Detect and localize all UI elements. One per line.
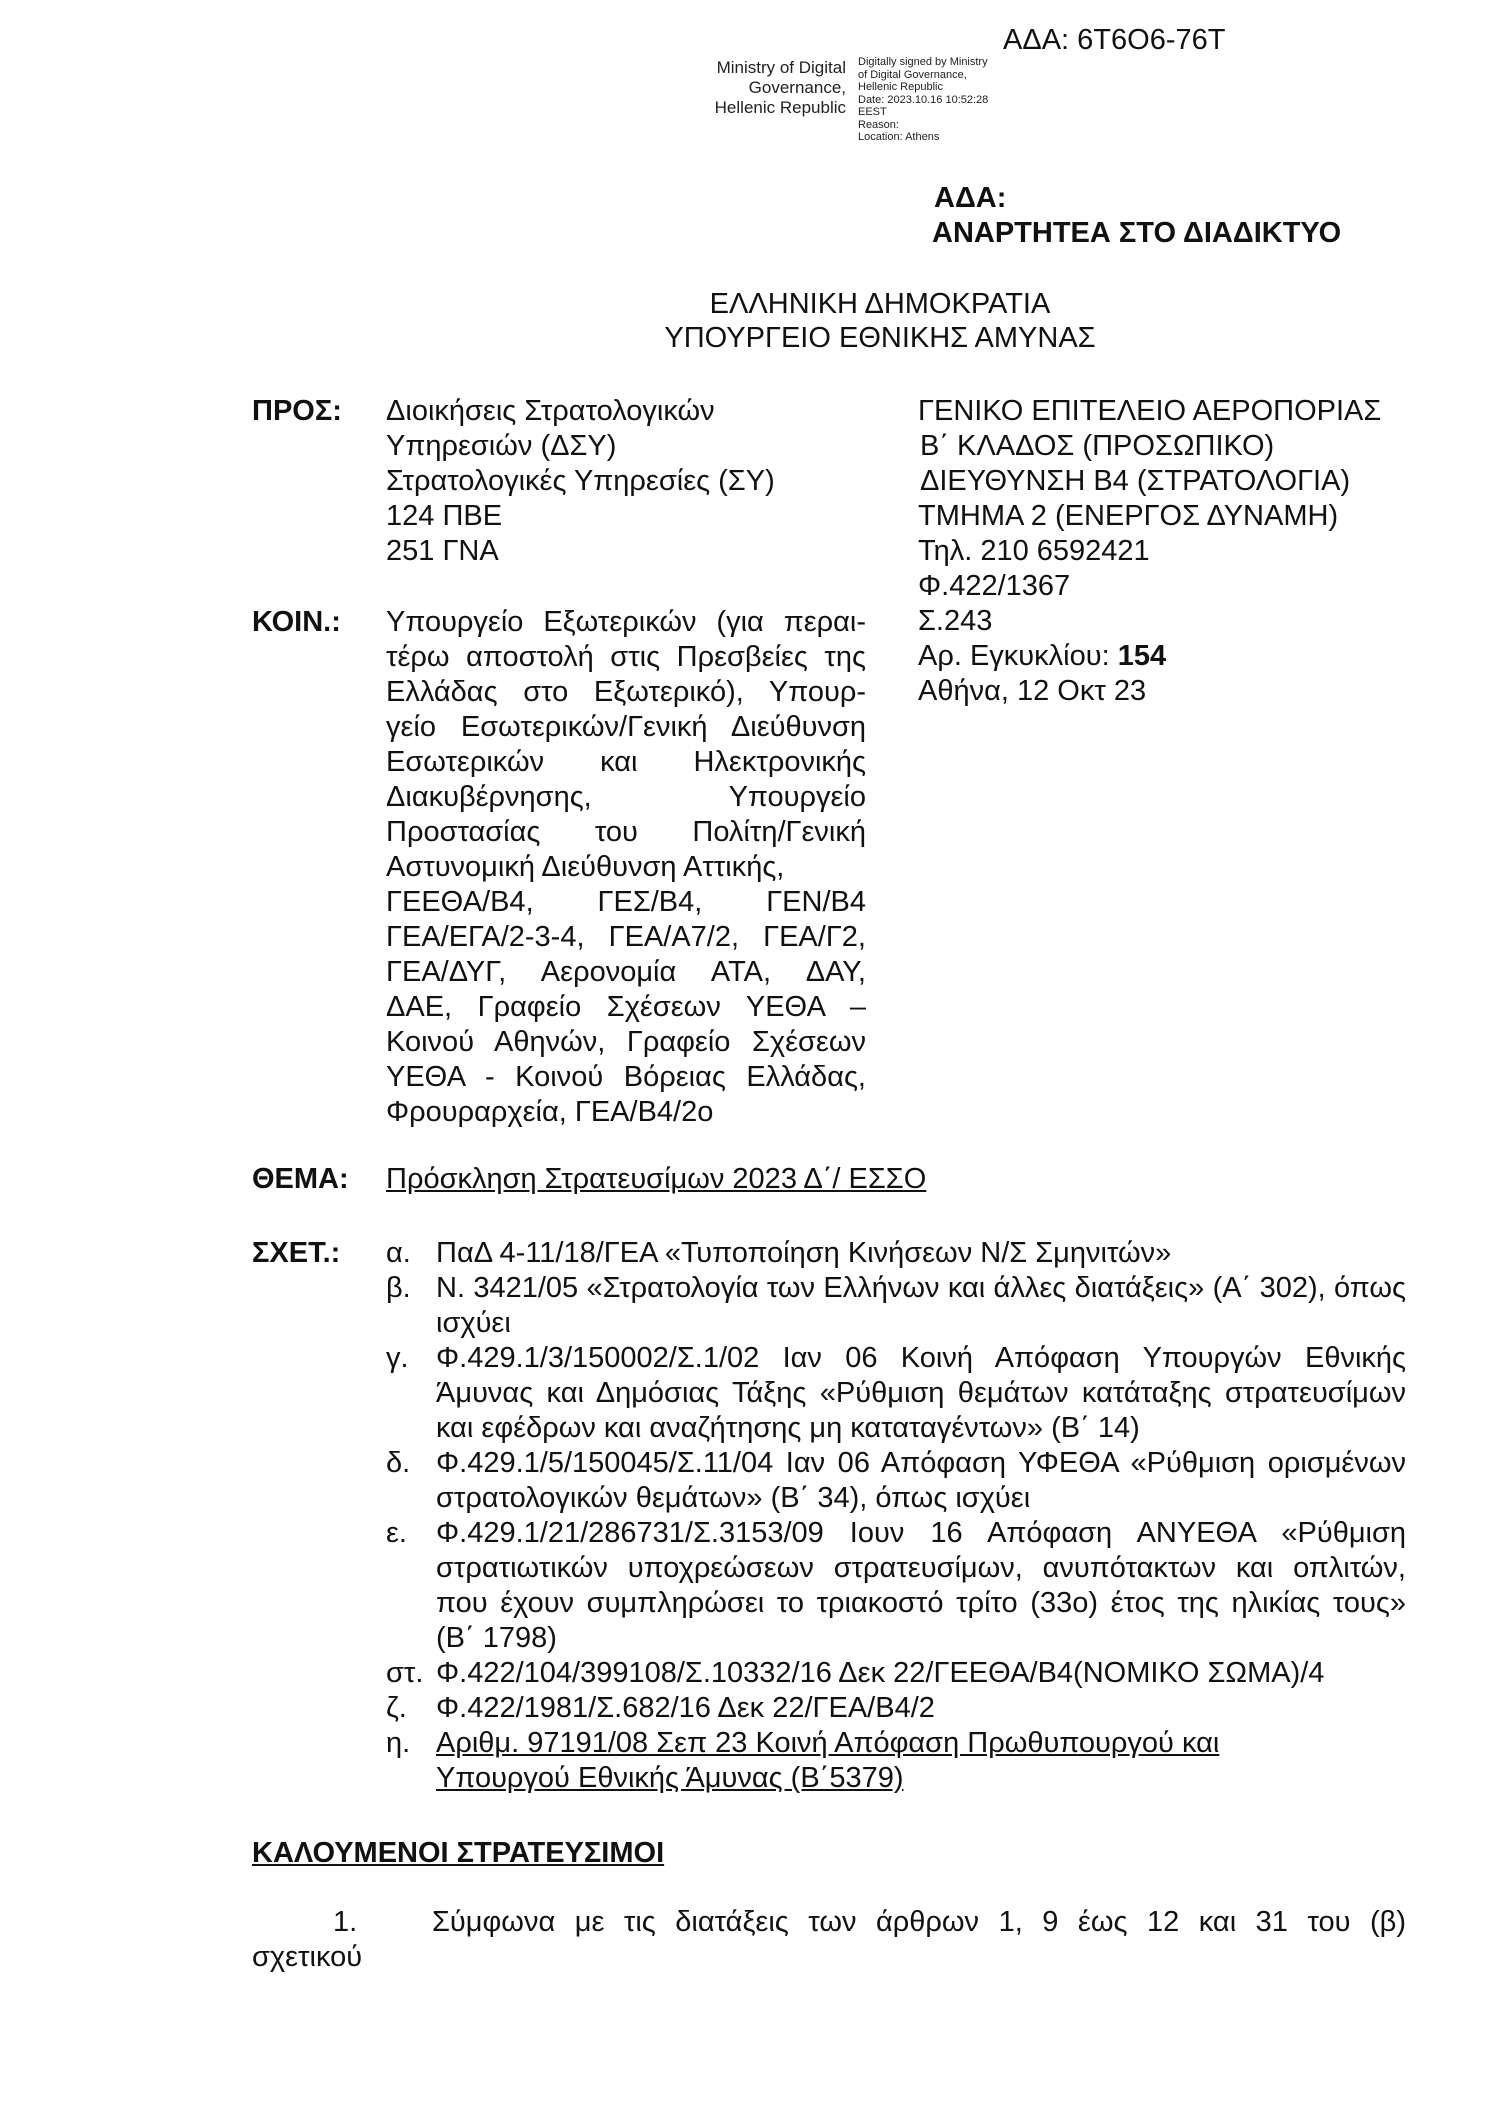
to-line: Διοικήσεις Στρατολογικών bbox=[386, 395, 715, 427]
signature-details bbox=[858, 56, 988, 144]
header-ministry: ΥΠΟΥΡΓΕΙΟ ΕΘΝΙΚΗΣ ΑΜΥΝΑΣ bbox=[664, 322, 1096, 354]
document-date: Αθήνα, 12 Οκτ 23 bbox=[918, 675, 1147, 707]
cc-recipients bbox=[386, 605, 866, 1130]
signature-name-line: Hellenic Republic bbox=[714, 98, 846, 117]
reference-marker: β. bbox=[386, 1272, 411, 1304]
to-recipients bbox=[386, 394, 886, 569]
cc-line: Διακυβέρνησης, Υπουργείο bbox=[386, 781, 866, 813]
signature-detail-line: EEST bbox=[858, 106, 887, 118]
reference-item bbox=[386, 1271, 1406, 1341]
signature-detail-line: of Digital Governance, bbox=[858, 68, 967, 81]
sender-line: Σ.243 bbox=[918, 605, 993, 637]
references-label: ΣΧΕΤ.: bbox=[252, 1237, 341, 1269]
cc-line: ΓΕΕΘΑ/Β4, ΓΕΣ/Β4, ΓΕΝ/Β4 bbox=[386, 886, 866, 918]
cc-line: Κοινού Αθηνών, Γραφείο Σχέσεων bbox=[386, 1026, 866, 1058]
to-line: 124 ΠΒΕ bbox=[386, 500, 503, 532]
reference-marker: γ. bbox=[386, 1342, 409, 1374]
sender-line: Τηλ. 210 6592421 bbox=[918, 535, 1150, 567]
sender-line: ΓΕΝΙΚΟ ΕΠΙΤΕΛΕΙΟ ΑΕΡΟΠΟΡΙΑΣ bbox=[918, 395, 1382, 427]
reference-text: Φ.422/1981/Σ.682/16 Δεκ 22/ΓΕΑ/Β4/2 bbox=[436, 1692, 935, 1724]
cc-line: ΥΕΘΑ - Κοινού Βόρειας Ελλάδας, bbox=[386, 1061, 866, 1093]
circular-number: 154 bbox=[1117, 640, 1167, 672]
cc-line: ΓΕΑ/ΕΓΑ/2-3-4, ΓΕΑ/Α7/2, ΓΕΑ/Γ2, bbox=[386, 921, 866, 953]
signature-name bbox=[706, 58, 846, 118]
cc-line: τέρω αποστολή στις Πρεσβείες της bbox=[386, 641, 866, 673]
paragraph-line: Σύμφωνα με τις διατάξεις των άρθρων 1, 9 έως 12 και 31 του (β) bbox=[432, 1906, 1406, 1938]
circular-label: Αρ. Εγκυκλίου: bbox=[918, 640, 1118, 672]
reference-item bbox=[386, 1236, 1406, 1271]
reference-marker: ε. bbox=[386, 1517, 407, 1549]
cc-line: Φρουραρχεία, ΓΕΑ/Β4/2ο bbox=[386, 1096, 714, 1128]
cc-line: Εσωτερικών και Ηλεκτρονικής bbox=[386, 746, 866, 778]
sender-line: ΔΙΕΥΘΥΝΣΗ Β4 (ΣΤΡΑΤΟΛΟΓΙΑ) bbox=[920, 465, 1351, 497]
reference-text: Αριθμ. 97191/08 Σεπ 23 Κοινή Απόφαση Πρωθυπουργού και Υπουργού Εθνικής Άμυνας (Β΄5379) bbox=[436, 1727, 1220, 1794]
reference-marker: ζ. bbox=[386, 1692, 407, 1724]
signature-detail-line: Hellenic Republic bbox=[858, 81, 943, 93]
to-line: Υπηρεσιών (ΔΣΥ) bbox=[386, 430, 617, 462]
reference-marker: δ. bbox=[386, 1447, 411, 1479]
reference-item bbox=[386, 1691, 1406, 1726]
section-title: ΚΑΛΟΥΜΕΝΟΙ ΣΤΡΑΤΕΥΣΙΜΟΙ bbox=[252, 1837, 665, 1869]
circular-number-line bbox=[918, 639, 1438, 674]
reference-text: Φ.422/104/399108/Σ.10332/16 Δεκ 22/ΓΕΕΘΑ/Β4(ΝΟΜΙΚΟ ΣΩΜΑ)/4 bbox=[436, 1657, 1325, 1689]
reference-text: Ν. 3421/05 «Στρατολογία των Ελλήνων και άλλες διατάξεις» (Α΄ 302), όπως ισχύει bbox=[436, 1272, 1406, 1339]
signature-detail-line: Location: Athens bbox=[858, 131, 940, 143]
reference-marker: στ. bbox=[386, 1657, 424, 1689]
sender-line: Β΄ ΚΛΑΔΟΣ (ΠΡΟΣΩΠΙΚΟ) bbox=[920, 430, 1275, 462]
reference-text: ΠαΔ 4-11/18/ΓΕΑ «Τυποποίηση Κινήσεων Ν/Σ Σμηνιτών» bbox=[436, 1237, 1172, 1269]
signature-detail-line: Digitally signed by Ministry bbox=[858, 56, 988, 68]
cc-line: Υπουργείο Εξωτερικών (για περαι- bbox=[386, 606, 866, 638]
signature-name-line: Ministry of Digital bbox=[716, 58, 846, 77]
reference-marker: η. bbox=[386, 1727, 411, 1759]
cc-line: Ελλάδας στο Εξωτερικό), Υπουρ- bbox=[386, 676, 866, 708]
reference-text: Φ.429.1/21/286731/Σ.3153/09 Ιουν 16 Απόφαση ΑΝΥΕΘΑ «Ρύθμιση στρατιωτικών υποχρεώσεων στρατευσίμων, ανυπότακτων και οπλιτών, που έχουν συμπληρώσει το τριακοστό τρίτο (33ο) έτος της ηλικίας τους» (Β΄ 1798) bbox=[436, 1517, 1406, 1654]
signature-detail-line: Reason: bbox=[858, 118, 899, 131]
ada-label: ΑΔΑ: bbox=[934, 182, 1007, 214]
sender-block bbox=[918, 394, 1438, 709]
reference-text: Φ.429.1/3/150002/Σ.1/02 Ιαν 06 Κοινή Απόφαση Υπουργών Εθνικής Άμυνας και Δημόσιας Τάξης «Ρύθμιση θεμάτων κατάταξης στρατευσίμων και εφέδρων και αναζήτησης μη καταταγέντων» (Β΄ 14) bbox=[436, 1342, 1406, 1444]
reference-marker: α. bbox=[386, 1237, 411, 1269]
reference-text: Φ.429.1/5/150045/Σ.11/04 Ιαν 06 Απόφαση ΥΦΕΘΑ «Ρύθμιση ορισμένων στρατολογικών θεμάτων» (Β΄ 34), όπως ισχύει bbox=[436, 1447, 1406, 1514]
sender-line: ΤΜΗΜΑ 2 (ΕΝΕΡΓΟΣ ΔΥΝΑΜΗ) bbox=[918, 500, 1339, 532]
subject-text: Πρόσκληση Στρατευσίμων 2023 Δ΄/ ΕΣΣΟ bbox=[386, 1163, 927, 1195]
cc-line: ΓΕΑ/ΔΥΓ, Αερονομία ΑΤΑ, ΔΑΥ, bbox=[386, 956, 866, 988]
to-line: 251 ΓΝΑ bbox=[386, 535, 499, 567]
cc-label: ΚΟΙΝ.: bbox=[252, 606, 341, 638]
cc-line: ΔΑΕ, Γραφείο Σχέσεων ΥΕΘΑ – bbox=[386, 991, 866, 1023]
reference-item bbox=[386, 1726, 1256, 1796]
paragraph-line: σχετικού bbox=[252, 1941, 363, 1973]
subject-label: ΘΕΜΑ: bbox=[252, 1163, 349, 1195]
to-label: ΠΡΟΣ: bbox=[252, 395, 342, 427]
reference-item bbox=[386, 1516, 1406, 1656]
cc-line: Αστυνομική Διεύθυνση Αττικής, bbox=[386, 851, 785, 883]
reference-item bbox=[386, 1446, 1406, 1516]
post-online-label: ΑΝΑΡΤΗΤΕΑ ΣΤΟ ΔΙΑΔΙΚΤΥΟ bbox=[932, 217, 1342, 249]
reference-item bbox=[386, 1656, 1406, 1691]
paragraph-number: 1. bbox=[333, 1906, 358, 1938]
signature-detail-line: Date: 2023.10.16 10:52:28 bbox=[858, 93, 989, 106]
header-republic: ΕΛΛΗΝΙΚΗ ΔΗΜΟΚΡΑΤΙΑ bbox=[709, 288, 1051, 320]
reference-item bbox=[386, 1341, 1406, 1446]
sender-line: Φ.422/1367 bbox=[918, 570, 1071, 602]
signature-name-line: Governance, bbox=[748, 78, 846, 97]
cc-line: γείο Εσωτερικών/Γενική Διεύθυνση bbox=[386, 711, 866, 743]
ada-code: ΑΔΑ: 6Τ6Ο6-76Τ bbox=[1003, 24, 1226, 56]
to-line: Στρατολογικές Υπηρεσίες (ΣΥ) bbox=[386, 465, 775, 497]
cc-line: Προστασίας του Πολίτη/Γενική bbox=[386, 816, 866, 848]
